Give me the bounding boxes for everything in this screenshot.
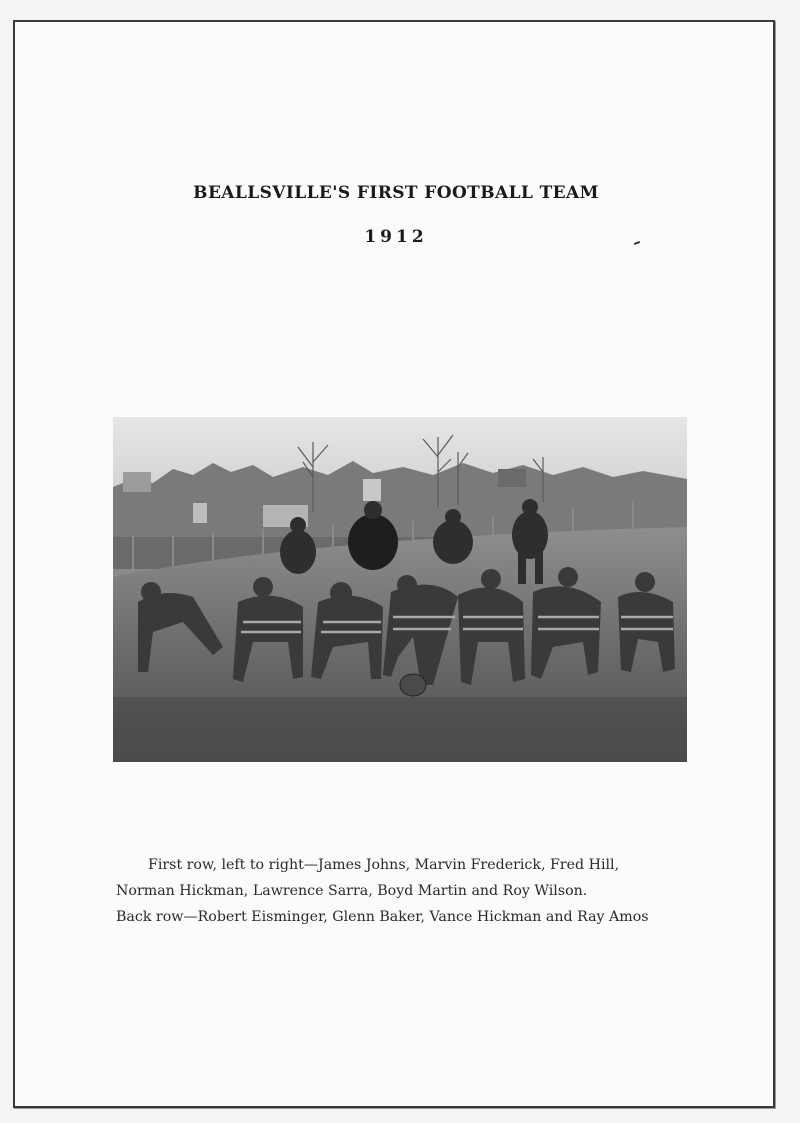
page-year: 1912 [364,227,428,247]
page-title: BEALLSVILLE'S FIRST FOOTBALL TEAM [193,183,599,203]
caption-line-back-row: Back row—Robert Eisminger, Glenn Baker, Vance Hickman and Ray Amos [116,909,649,925]
caption-line-first-row-cont: Norman Hickman, Lawrence Sarra, Boyd Martin and Roy Wilson. [116,883,588,899]
photo-caption [116,852,706,930]
caption-line-first-row: First row, left to right—James Johns, Marvin Frederick, Fred Hill, [148,857,620,873]
team-photograph [113,417,687,762]
